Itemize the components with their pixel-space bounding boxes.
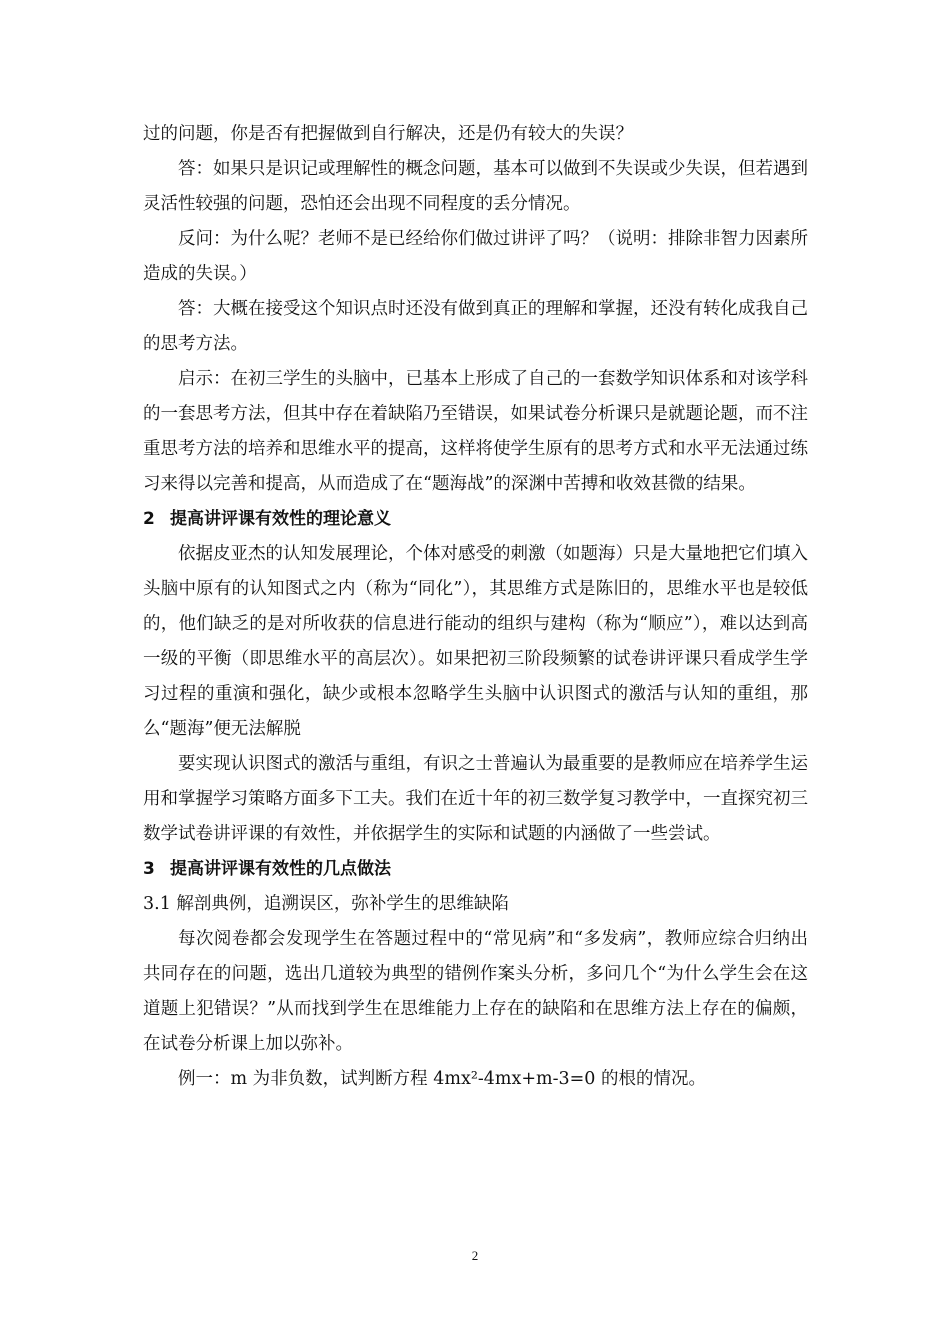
paragraph: 依据皮亚杰的认知发展理论，个体对感受的刺激（如题海）只是大量地把它们填入头脑中原有的认知图式之内（称为“同化”），其思维方式是陈旧的，思维水平也是较低的，他们缺乏的是对所收获的信息进行能动的组织与建构（称为“顺应”），难以达到高一级的平衡（即思维水平的高层次）。如果把初三阶段频繁的试卷讲评课只看成学生学习过程的重演和强化，缺少或根本忽略学生头脑中认识图式的激活与认知的重组，那么“题海”便无法解脱: [143, 544, 808, 739]
paragraph: 答：如果只是识记或理解性的概念问题，基本可以做到不失误或少失误，但若遇到灵活性较强的问题，恐怕还会出现不同程度的丢分情况。: [143, 159, 808, 214]
paragraph: 要实现认识图式的激活与重组，有识之士普遍认为最重要的是教师应在培养学生运用和掌握学习策略方面多下工夫。我们在近十年的初三数学复习教学中，一直探究初三数学试卷讲评课的有效性，并依据学生的实际和试题的内涵做了一些尝试。: [143, 754, 808, 844]
section-title: 提高讲评课有效性的几点做法: [170, 859, 391, 879]
paragraph: 启示：在初三学生的头脑中，已基本上形成了自己的一套数学知识体系和对该学科的一套思考方法，但其中存在着缺陷乃至错误，如果试卷分析课只是就题论题，而不注重思考方法的培养和思维水平的提高，这样将使学生原有的思考方式和水平无法通过练习来得以完善和提高，从而造成了在“题海战”的深渊中苦搏和收效甚微的结果。: [143, 369, 808, 494]
section-number: 3: [143, 859, 155, 879]
paragraph: 每次阅卷都会发现学生在答题过程中的“常见病”和“多发病”，教师应综合归纳出共同存在的问题，选出几道较为典型的错例作案头分析，多问几个“为什么学生会在这道题上犯错误？”从而找到学生在思维能力上存在的缺陷和在思维方法上存在的偏颇，在试卷分析课上加以弥补。: [143, 929, 808, 1054]
section-number: 2: [143, 509, 155, 529]
subsection-heading: 3.1 解剖典例，追溯误区，弥补学生的思维缺陷: [143, 894, 509, 914]
body-text: [143, 117, 808, 1097]
section-heading-2: [143, 502, 808, 537]
paragraph: 答：大概在接受这个知识点时还没有做到真正的理解和掌握，还没有转化成我自己的思考方法。: [143, 299, 808, 354]
section-title: 提高讲评课有效性的理论意义: [170, 509, 391, 529]
paragraph: 例一：m 为非负数，试判断方程 4mx²-4mx+m-3=0 的根的情况。: [178, 1069, 707, 1089]
paragraph: 过的问题，你是否有把握做到自行解决，还是仍有较大的失误？: [143, 124, 633, 144]
page-number: 2: [471, 1248, 479, 1263]
section-heading-3: [143, 852, 808, 887]
paragraph: 反问：为什么呢？老师不是已经给你们做过讲评了吗？（说明：排除非智力因素所造成的失误。）: [143, 229, 808, 284]
